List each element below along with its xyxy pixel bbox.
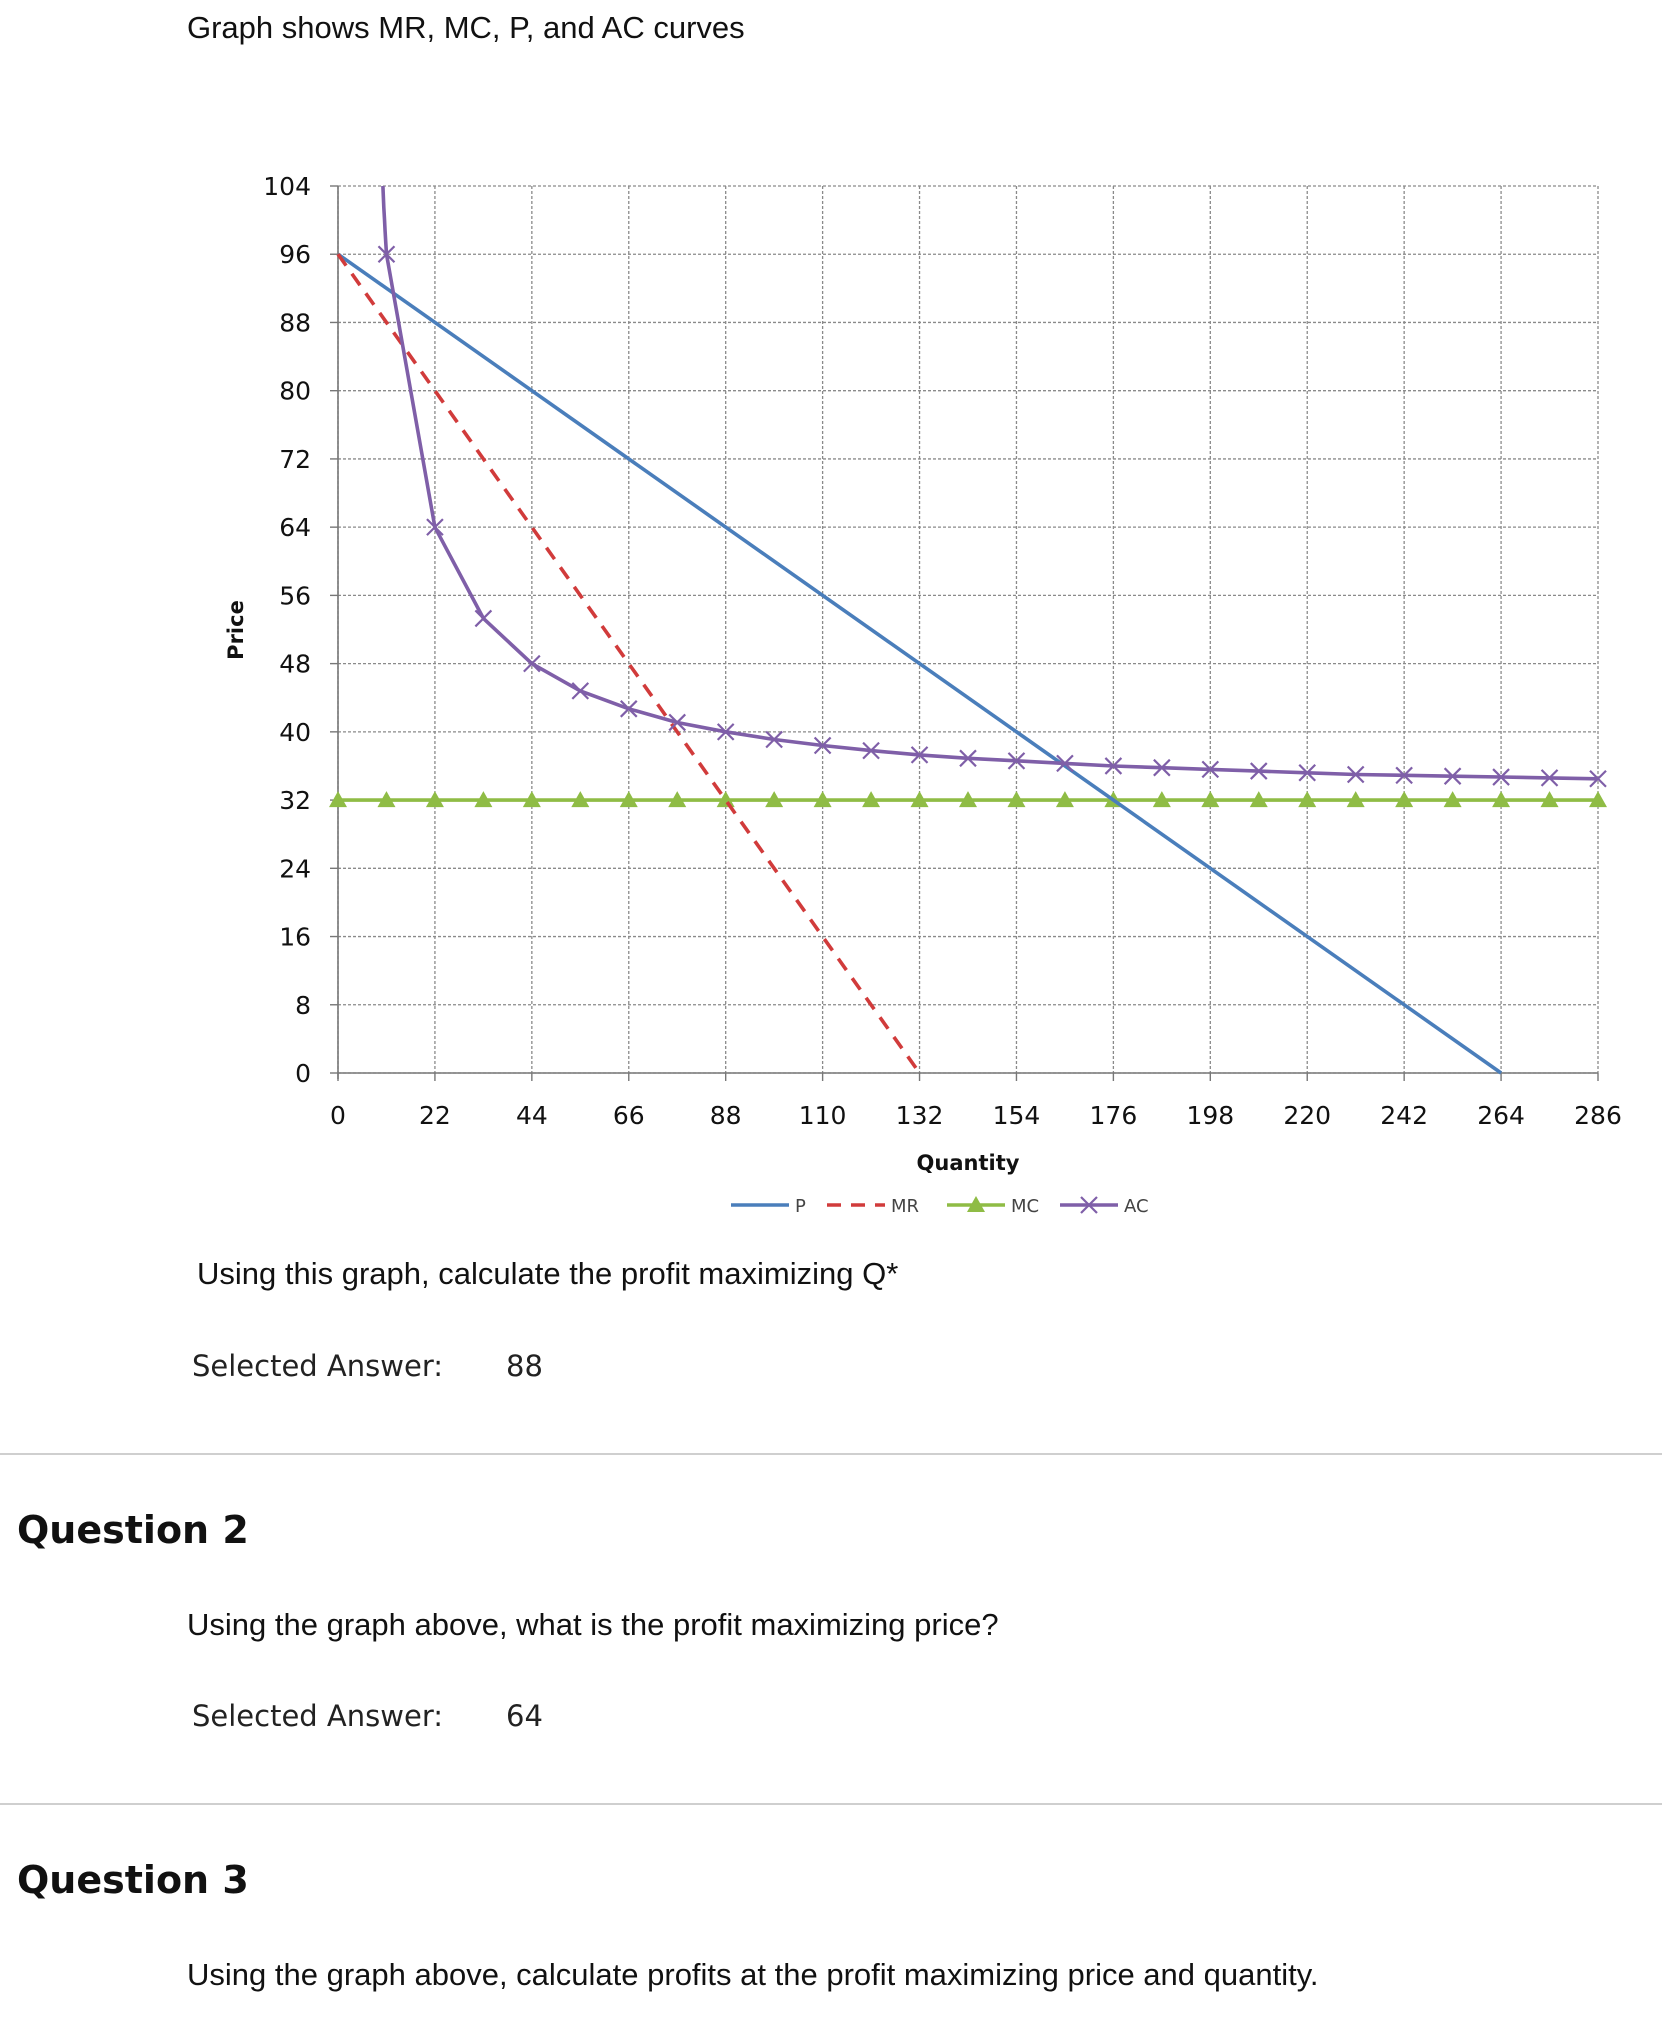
x-axis-title: Quantity <box>916 1151 1020 1175</box>
question-2-text: Using the graph above, what is the profit maximizing price? <box>187 1607 999 1642</box>
question-2-heading: Question 2 <box>17 1508 249 1552</box>
x-tick-label: 198 <box>1186 1101 1235 1130</box>
question-2-answer-label: Selected Answer: <box>192 1699 444 1733</box>
question-1-answer-label: Selected Answer: <box>192 1349 444 1383</box>
x-tick-label: 242 <box>1380 1101 1429 1130</box>
legend-ac-label: AC <box>1124 1196 1149 1217</box>
y-tick-label: 16 <box>279 922 311 952</box>
x-tick-label: 22 <box>419 1101 451 1130</box>
y-tick-label: 32 <box>279 786 311 816</box>
y-tick-label: 0 <box>295 1059 311 1088</box>
legend-mc-label: MC <box>1011 1196 1040 1217</box>
y-tick-label: 80 <box>279 376 311 406</box>
x-tick-label: 154 <box>992 1101 1041 1130</box>
x-tick-label: 264 <box>1477 1101 1525 1130</box>
question-1-answer-value: 88 <box>506 1349 543 1383</box>
question-1-text: Using this graph, calculate the profit maximizing Q* <box>197 1256 899 1291</box>
series-ac-point <box>475 610 491 626</box>
question-3-heading: Question 3 <box>17 1858 249 1902</box>
y-tick-label: 40 <box>279 717 311 747</box>
x-tick-label: 88 <box>709 1101 742 1130</box>
y-tick-label: 104 <box>263 172 311 201</box>
y-tick-label: 8 <box>295 990 311 1020</box>
x-tick-label: 132 <box>895 1101 944 1130</box>
x-tick-label: 44 <box>515 1101 548 1130</box>
divider <box>0 1453 1662 1455</box>
y-tick-label: 96 <box>279 240 311 270</box>
question-3-text: Using the graph above, calculate profits at the profit maximizing price and quantity. <box>187 1957 1319 1992</box>
x-tick-label: 286 <box>1574 1101 1622 1130</box>
x-tick-label: 176 <box>1089 1101 1138 1130</box>
legend-mr-label: MR <box>891 1196 920 1217</box>
y-tick-label: 64 <box>279 513 311 543</box>
x-tick-label: 66 <box>612 1101 645 1130</box>
y-tick-label: 56 <box>279 581 311 611</box>
x-tick-label: 110 <box>798 1101 847 1130</box>
series-ac-point <box>572 683 588 699</box>
y-tick-label: 88 <box>279 308 311 338</box>
x-tick-label: 0 <box>330 1101 346 1130</box>
y-tick-label: 72 <box>279 444 311 474</box>
y-tick-label: 48 <box>279 649 311 679</box>
chart-intro-text: Graph shows MR, MC, P, and AC curves <box>187 10 745 45</box>
series-ac-line <box>383 186 1598 779</box>
x-tick-label: 220 <box>1283 1101 1332 1130</box>
question-2-answer-value: 64 <box>506 1699 543 1733</box>
legend-p-label: P <box>795 1196 806 1217</box>
y-axis-title: Price <box>224 600 248 660</box>
y-tick-label: 24 <box>279 854 311 884</box>
divider <box>0 1803 1662 1805</box>
